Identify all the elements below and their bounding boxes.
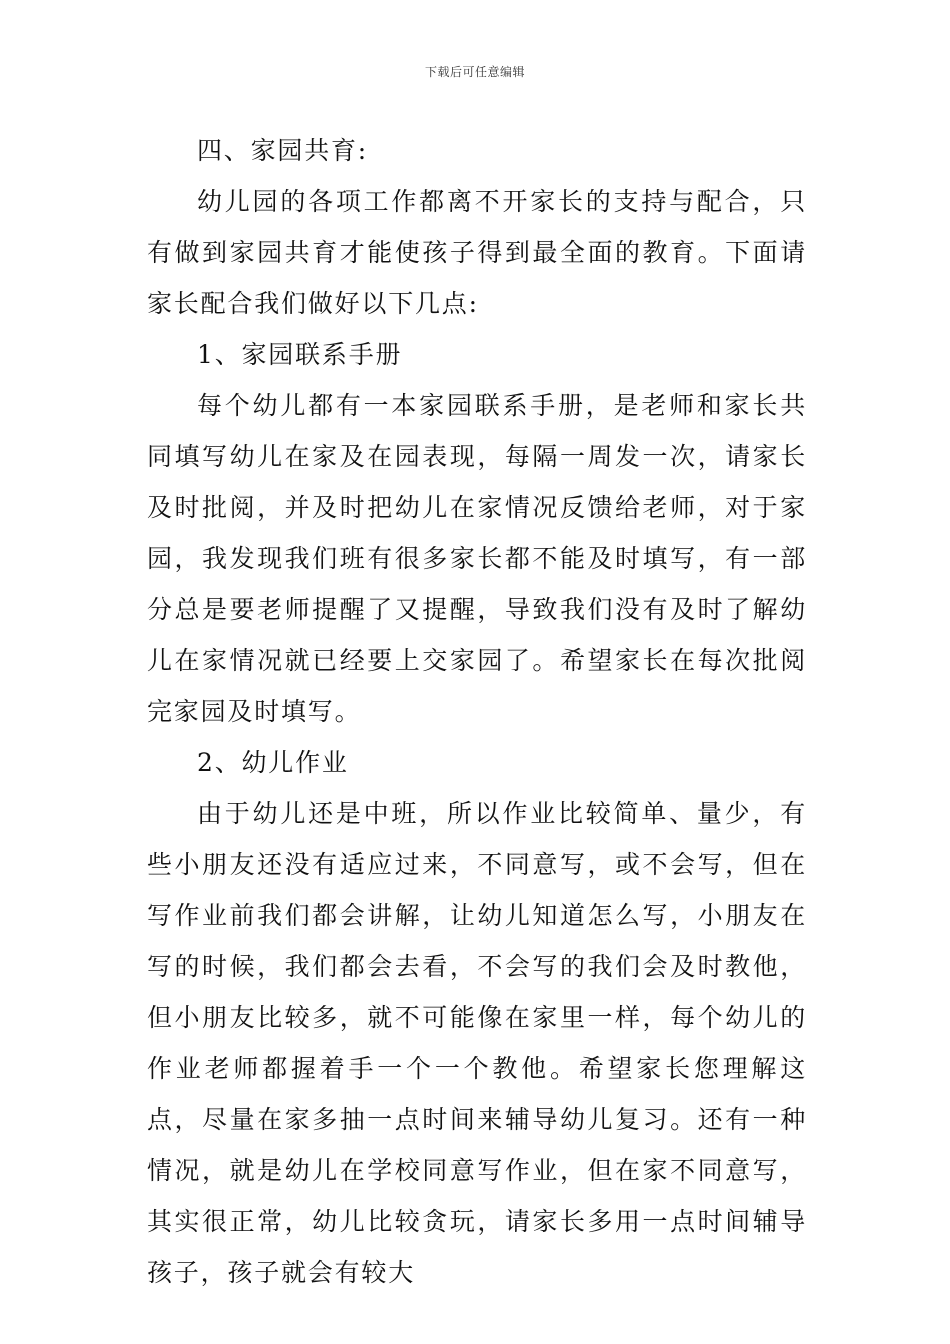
item2-title: 2、幼儿作业: [197, 748, 349, 777]
page-header-note: 下载后可任意编辑: [424, 65, 525, 79]
item2-paragraph: 由于幼儿还是中班，所以作业比较简单、量少，有些小朋友还没有适应过来，不同意写，或不会写，但在写作业前我们都会讲解，让幼儿知道怎么写，小朋友在写的时候，我们都会去看，不会写的我们会及时教他，但小朋友比较多，就不可能像在家里一样，每个幼儿的作业老师都握着手一个一个教他。希望家长您理解这点，尽量在家多抽一点时间来辅导幼儿复习。还有一种情况，就是幼儿在学校同意写作业，但在家不同意写，其实很正常，幼儿比较贪玩，请家长多用一点时间辅导孩子，孩子就会有较大: [147, 799, 807, 1287]
item1-title: 1、家园联系手册: [197, 340, 403, 369]
section-title: 四、家园共育:: [197, 136, 369, 165]
document-body: [147, 125, 807, 1298]
item1-paragraph: 每个幼儿都有一本家园联系手册，是老师和家长共同填写幼儿在家及在园表现，每隔一周发一次，请家长及时批阅，并及时把幼儿在家情况反馈给老师，对于家园，我发现我们班有很多家长都不能及时填写，有一部分总是要老师提醒了又提醒，导致我们没有及时了解幼儿在家情况就已经要上交家园了。希望家长在每次批阅完家园及时填写。: [147, 391, 807, 726]
intro-paragraph: 幼儿园的各项工作都离不开家长的支持与配合，只有做到家园共育才能使孩子得到最全面的教育。下面请家长配合我们做好以下几点:: [147, 187, 807, 318]
